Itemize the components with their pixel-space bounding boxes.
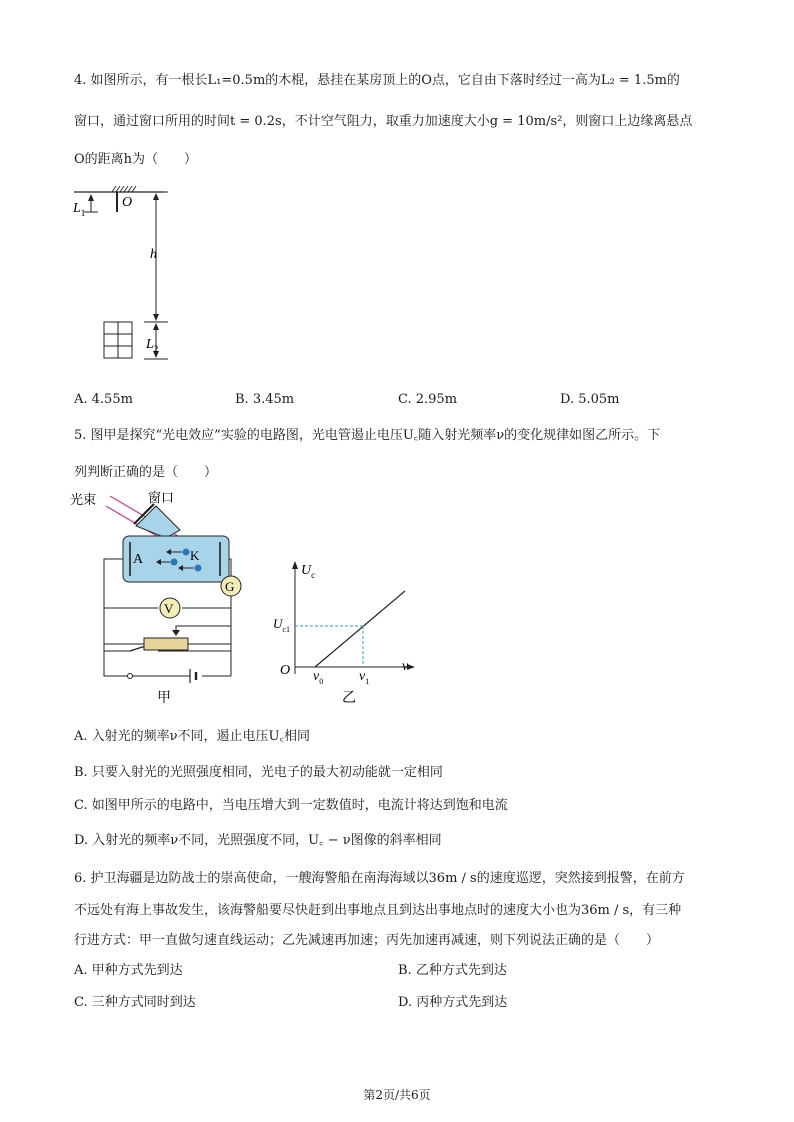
- q5-option-b[interactable]: B. 只要入射光的光照强度相同，光电子的最大初动能就一定相同: [74, 765, 443, 780]
- graph-yi: [268, 556, 418, 706]
- ceiling: [74, 186, 164, 192]
- label-nu1: $\nu_1$: [359, 669, 370, 686]
- q4-option-b[interactable]: B. 3.45m: [235, 392, 295, 407]
- battery: [190, 669, 196, 683]
- circuit-figure-jia: [70, 486, 260, 708]
- q4-stem-line-2: 窗口，通过窗口所用的时间t = 0.2s，不计空气阻力，取重力加速度大小g = 10m/s²，则窗口上边缘离悬点: [74, 114, 693, 129]
- q5-option-c[interactable]: C. 如图甲所示的电路中，当电压增大到一定数值时，电流计将达到饱和电流: [74, 798, 508, 813]
- rheostat: [144, 638, 188, 650]
- caption-jia: 甲: [157, 691, 171, 706]
- dashed-guides: [295, 626, 363, 667]
- q6-stem-line-2: 不远处有海上事故发生，该海警船要尽快赶到出事地点且到达出事地点时的速度大小也为36m / s，有三种: [74, 903, 682, 918]
- q5-stem-line-2: 列判断正确的是（ ）: [74, 465, 218, 480]
- q5-stem-line-1: 5. 图甲是探究“光电效应”实验的电路图，光电管遏止电压U꜀随入射光频率ν的变化规律如图乙所示。下: [74, 428, 661, 443]
- label-galvanometer: G: [225, 579, 235, 594]
- q4-option-d[interactable]: D. 5.05m: [560, 392, 620, 407]
- q6-option-b[interactable]: B. 乙种方式先到达: [398, 963, 507, 978]
- phototube-neck: [136, 506, 180, 538]
- label-voltmeter: V: [164, 601, 174, 616]
- q6-stem-line-1: 6. 护卫海疆是边防战士的崇高使命，一艘海警船在南海海域以36m / s的速度巡逻，突然接到报警，在前方: [74, 871, 685, 886]
- label-origin: O: [280, 663, 291, 678]
- q4-stem-line-1: 4. 如图所示，有一根长L₁=0.5m的木棍，悬挂在某房顶上的O点，它自由下落时经过一高为L₂ = 1.5m的: [74, 73, 680, 88]
- label-cathode: K: [190, 548, 200, 563]
- label-nu-axis: ν: [402, 659, 409, 674]
- q6-option-d[interactable]: D. 丙种方式先到达: [398, 995, 508, 1010]
- label-nu0: $\nu_0$: [313, 669, 324, 686]
- q4-stem-line-3: O的距离h为（ ）: [74, 152, 198, 167]
- q4-figure: [70, 182, 190, 364]
- caption-yi: 乙: [342, 691, 356, 706]
- uc-line: [315, 591, 405, 667]
- label-anode: A: [133, 552, 144, 567]
- q6-stem-line-3: 行进方式：甲一直做匀速直线运动；乙先减速再加速；丙先加速再减速，则下列说法正确的是（ ）: [74, 933, 660, 948]
- page-footer: 第2页/共6页: [363, 1088, 431, 1102]
- q4-option-a[interactable]: A. 4.55m: [74, 392, 133, 407]
- l1-marker: [84, 194, 98, 212]
- label-o: O: [122, 195, 133, 210]
- label-h: h: [150, 247, 157, 262]
- label-l2: $L_2$: [146, 337, 159, 354]
- label-uc-axis: $U_c$: [301, 563, 316, 580]
- label-l1: $L_1$: [73, 201, 86, 218]
- q4-option-c[interactable]: C. 2.95m: [398, 392, 458, 407]
- q6-option-a[interactable]: A. 甲种方式先到达: [74, 963, 183, 978]
- q5-option-d[interactable]: D. 入射光的频率ν不同，光照强度不同，U꜀ − ν图像的斜率相同: [74, 833, 442, 848]
- label-light-beam: 光束: [70, 492, 97, 507]
- q6-option-c[interactable]: C. 三种方式同时到达: [74, 995, 196, 1010]
- window-icon: [104, 322, 132, 358]
- q5-option-a[interactable]: A. 入射光的频率ν不同，遏止电压U꜀相同: [74, 729, 311, 744]
- label-uc1: $U_{c1}$: [273, 616, 290, 634]
- label-window: 窗口: [148, 490, 175, 505]
- switch-contact: [128, 674, 133, 679]
